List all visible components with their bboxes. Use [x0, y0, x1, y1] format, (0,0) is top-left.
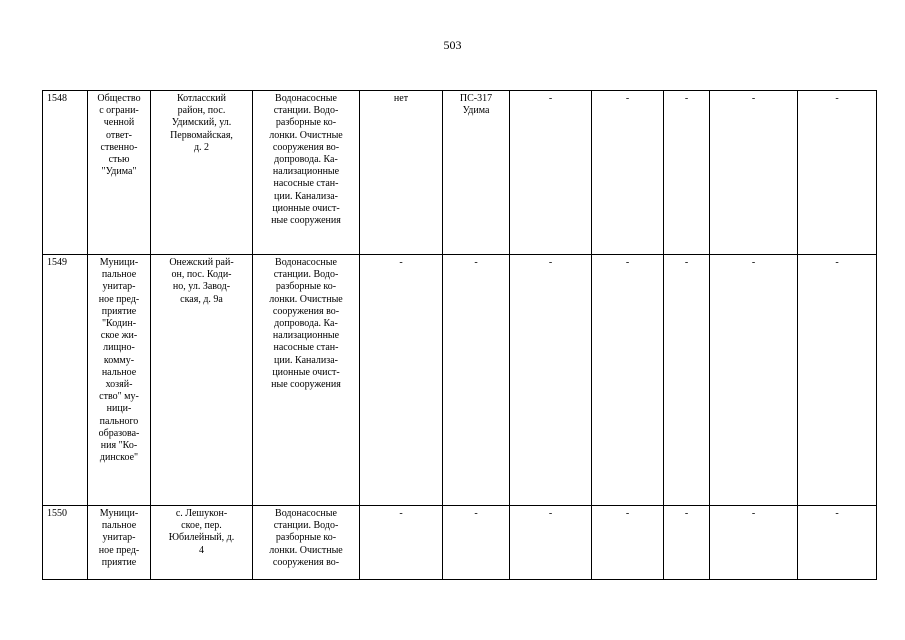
cell-col7: -	[510, 91, 592, 255]
page-number: 503	[443, 38, 462, 52]
cell-col7: -	[510, 255, 592, 506]
cell-col5: -	[360, 506, 443, 580]
cell-col8: -	[592, 255, 664, 506]
cell-col5: нет	[360, 91, 443, 255]
table-row	[43, 255, 877, 506]
table-row	[43, 506, 877, 580]
facility-objects: Водонасосные станции. Водо- разборные ко- лонки. Очистные сооружения во- допровода. Ка- нализационные насосные стан- ции. Канализа- ционные очист- ные сооружения	[253, 255, 360, 506]
cell-col8: -	[592, 506, 664, 580]
cell-col11: -	[798, 91, 877, 255]
cell-col8: -	[592, 91, 664, 255]
registry-table	[42, 90, 877, 580]
organization-name: Общество с ограни- ченной ответ- ственно- стью "Удима"	[88, 91, 151, 255]
cell-col10: -	[710, 506, 798, 580]
organization-name: Муници- пальное унитар- ное пред- приятие "Кодин- ское жи- лищно- комму- нальное хозяй- ство" му- ници- пального образова- ния "Ко- динское"	[88, 255, 151, 506]
cell-col6: ПС-317 Удима	[443, 91, 510, 255]
cell-col6: -	[443, 255, 510, 506]
table-row	[43, 91, 877, 255]
facility-objects: Водонасосные станции. Водо- разборные ко- лонки. Очистные сооружения во-	[253, 506, 360, 580]
cell-col6: -	[443, 506, 510, 580]
row-number: 1550	[43, 506, 88, 580]
cell-col7: -	[510, 506, 592, 580]
organization-name: Муници- пальное унитар- ное пред- приятие	[88, 506, 151, 580]
cell-col5: -	[360, 255, 443, 506]
facility-objects: Водонасосные станции. Водо- разборные ко- лонки. Очистные сооружения во- допровода. Ка- нализационные насосные стан- ции. Канализа- ционные очист- ные сооружения	[253, 91, 360, 255]
cell-col9: -	[664, 255, 710, 506]
cell-col11: -	[798, 255, 877, 506]
cell-col9: -	[664, 506, 710, 580]
address: Котласский район, пос. Удимский, ул. Первомайская, д. 2	[151, 91, 253, 255]
row-number: 1549	[43, 255, 88, 506]
row-number: 1548	[43, 91, 88, 255]
address: Онежский рай- он, пос. Коди- но, ул. Завод- ская, д. 9а	[151, 255, 253, 506]
cell-col10: -	[710, 91, 798, 255]
cell-col11: -	[798, 506, 877, 580]
address: с. Лешукон- ское, пер. Юбилейный, д. 4	[151, 506, 253, 580]
cell-col9: -	[664, 91, 710, 255]
cell-col10: -	[710, 255, 798, 506]
